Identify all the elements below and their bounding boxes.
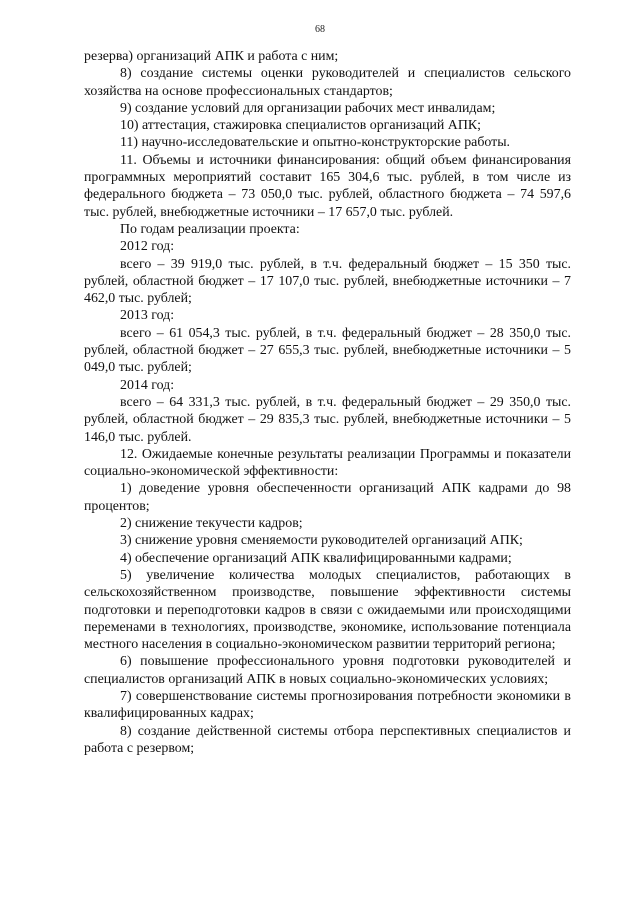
paragraph-item-9-disabled-workplaces: 9) создание условий для организации рабочих мест инвалидам; bbox=[120, 100, 496, 116]
paragraph-section-12-results: 12. Ожидаемые конечные результаты реализации Программы и показатели социально-экономической эффективности: bbox=[84, 446, 571, 480]
paragraph-result-6: 6) повышение профессионального уровня подготовки руководителей и специалистов организаций АПК в новых социально-экономических условиях; bbox=[84, 654, 571, 687]
paragraph-result-5: 5) увеличение количества молодых специалистов, работающих в сельскохозяйственном производстве, повышение эффективности системы подготовки и переподготовки кадров в связи с ожидаемыми или происходящими переменами в технологиях, производстве, экономике, использование потенциала местного населения в социально-экономическом развитии территорий региона; bbox=[84, 567, 571, 653]
paragraph-year-2014-label: 2014 год: bbox=[120, 377, 175, 393]
paragraph-year-2014-amounts: всего – 64 331,3 тыс. рублей, в т.ч. федеральный бюджет – 29 350,0 тыс. рублей, областной бюджет – 29 835,3 тыс. рублей, внебюджетные источники – 5 146,0 тыс. рублей. bbox=[84, 394, 571, 445]
paragraph-item-11-research: 11) научно-исследовательские и опытно-конструкторские работы. bbox=[120, 135, 511, 151]
page-number: 68 bbox=[315, 24, 325, 35]
paragraph-reserve-continuation: резерва) организаций АПК и работа с ним; bbox=[84, 49, 339, 64]
paragraph-year-2013-label: 2013 год: bbox=[120, 308, 175, 324]
paragraph-year-2012-label: 2012 год: bbox=[120, 239, 175, 255]
paragraph-result-3: 3) снижение уровня сменяемости руководителей организаций АПК; bbox=[120, 533, 523, 549]
paragraph-result-4: 4) обеспечение организаций АПК квалифицированными кадрами; bbox=[120, 550, 512, 566]
paragraph-result-8: 8) создание действенной системы отбора перспективных специалистов и работа с резервом; bbox=[84, 723, 571, 756]
paragraph-item-10-attestation: 10) аттестация, стажировка специалистов организаций АПК; bbox=[120, 118, 481, 134]
paragraph-year-2013-amounts: всего – 61 054,3 тыс. рублей, в т.ч. федеральный бюджет – 28 350,0 тыс. рублей, областной бюджет – 27 655,3 тыс. рублей, внебюджетные источники – 5 049,0 тыс. рублей; bbox=[84, 325, 571, 376]
paragraph-section-11-financing: 11. Объемы и источники финансирования: общий объем финансирования программных мероприятий составит 165 304,6 тыс. рублей, в том числе из федерального бюджета – 73 050,0 тыс. рублей, областного бюджета – 74 597,6 тыс. рублей, внебюджетные источники – 17 657,0 тыс. рублей. bbox=[84, 152, 571, 220]
paragraph-year-2012-amounts: всего – 39 919,0 тыс. рублей, в т.ч. федеральный бюджет – 15 350 тыс. рублей, областной бюджет – 17 107,0 тыс. рублей, внебюджетные источники – 7 462,0 тыс. рублей; bbox=[84, 256, 571, 307]
paragraph-result-1: 1) доведение уровня обеспеченности организаций АПК кадрами до 98 процентов; bbox=[84, 481, 571, 514]
paragraph-result-2: 2) снижение текучести кадров; bbox=[120, 516, 303, 532]
paragraph-result-7: 7) совершенствование системы прогнозирования потребности экономики в квалифицированных кадрах; bbox=[84, 688, 571, 722]
document-body bbox=[84, 48, 571, 757]
paragraph-by-years-heading: По годам реализации проекта: bbox=[120, 221, 300, 237]
paragraph-item-8-evaluation-system: 8) создание системы оценки руководителей и специалистов сельского хозяйства на основе профессиональных стандартов; bbox=[84, 66, 571, 99]
